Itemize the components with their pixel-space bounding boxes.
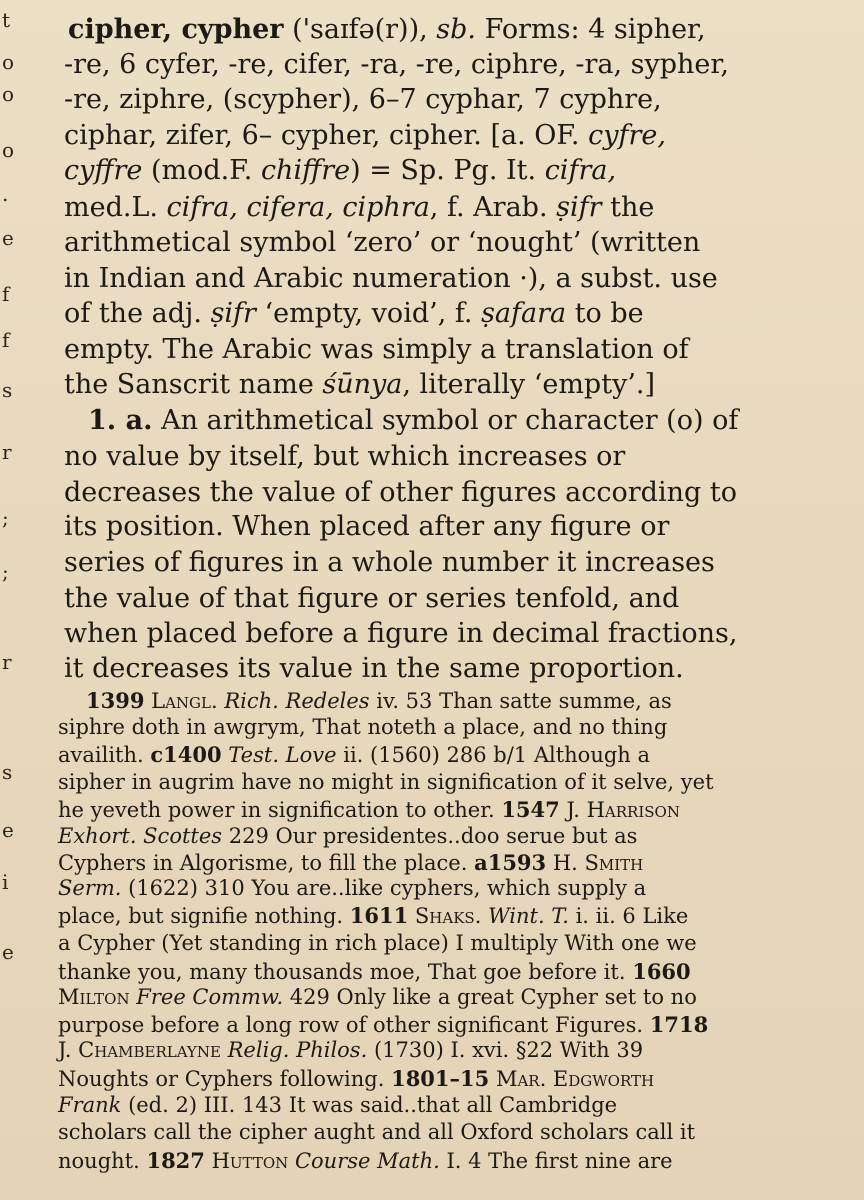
text-segment: he yeveth power in signification to other. xyxy=(58,798,502,822)
text-segment: 1827 xyxy=(146,1148,205,1173)
definition-line xyxy=(64,549,715,576)
margin-fragment: f xyxy=(2,282,10,306)
text-segment: Exhort. Scottes xyxy=(58,824,223,848)
margin-fragment: ; xyxy=(2,506,9,530)
headword: cipher, cypher xyxy=(68,14,284,45)
text-segment: ṣifr xyxy=(210,298,256,329)
margin-fragment: o xyxy=(2,82,15,106)
text-segment: Frank xyxy=(58,1093,122,1117)
text-segment: 1801–15 xyxy=(391,1066,490,1091)
text-segment: iv. 53 Than satte summe, as xyxy=(369,689,672,713)
definition-line xyxy=(64,229,700,256)
margin-fragment: o xyxy=(2,50,15,74)
text-segment: Milton xyxy=(58,985,130,1009)
text-segment: Wint. T. xyxy=(488,904,569,928)
text-segment: of the adj. xyxy=(64,298,211,329)
text-segment: 229 Our presidentes..doo serue but as xyxy=(222,824,638,848)
citation-line xyxy=(58,878,646,899)
text-segment: ṣafara xyxy=(481,298,567,329)
margin-fragment: i xyxy=(2,870,9,894)
text-segment: 1. a. xyxy=(88,405,153,436)
text-segment xyxy=(489,1067,496,1091)
text-segment: nought. xyxy=(58,1149,147,1173)
text-segment xyxy=(288,1149,295,1173)
text-segment: its position. When placed after any figure or xyxy=(64,511,670,542)
text-segment: a Cypher (Yet standing in rich place) I multiply With one we xyxy=(58,931,697,955)
text-segment: (1730) I. xvi. §22 With 39 xyxy=(367,1038,644,1062)
text-segment: Shaks. xyxy=(414,904,482,928)
citation-line xyxy=(58,852,643,874)
text-segment: (ed. 2) III. 143 It was said..that all Cambridge xyxy=(121,1093,618,1117)
text-segment: J. Chamberlayne xyxy=(58,1038,221,1062)
text-segment: chiffre xyxy=(260,155,351,186)
text-segment: -re, ziphre, (scypher), 6–7 cyphar, 7 cyphre, xyxy=(64,84,662,115)
margin-fragment: s xyxy=(2,378,13,402)
text-segment: ) = Sp. Pg. It. xyxy=(350,155,545,186)
definition-line xyxy=(64,620,737,647)
text-segment: series of figures in a whole number it increases xyxy=(64,547,715,578)
text-segment: An arithmetical symbol or character (o) of xyxy=(152,405,739,436)
text-segment: Cyphers in Algorisme, to fill the place. xyxy=(58,851,475,875)
text-segment: med.L. xyxy=(64,192,167,223)
definition-line xyxy=(64,122,666,149)
definition-line xyxy=(64,194,654,221)
definition-line xyxy=(64,443,625,470)
text-segment: purpose before a long row of other significant Figures. xyxy=(58,1013,650,1037)
margin-fragment: r xyxy=(2,440,12,464)
text-segment: cyffre xyxy=(64,155,143,186)
text-segment xyxy=(546,851,553,875)
text-segment: no value by itself, but which increases or xyxy=(64,441,626,472)
text-segment: 1399 xyxy=(86,688,145,713)
text-segment: ii. (1560) 286 b/1 Although a xyxy=(336,743,651,767)
definition-line xyxy=(64,51,729,78)
margin-fragment: . xyxy=(2,182,9,206)
text-segment xyxy=(221,1038,228,1062)
citation-line xyxy=(58,1095,617,1116)
text-segment: 1611 xyxy=(349,903,409,928)
text-segment: H. Smith xyxy=(552,851,644,875)
text-segment: , f. Arab. xyxy=(429,192,557,223)
text-segment: Free Commw. xyxy=(136,985,284,1009)
text-segment: the value of that figure or series tenfold, and xyxy=(64,583,680,614)
definition-line xyxy=(64,336,689,363)
margin-fragment: t xyxy=(2,8,11,32)
text-segment: arithmetical symbol ‘zero’ or ‘nought’ (written xyxy=(64,227,701,258)
definition-line xyxy=(68,16,706,43)
margin-fragment: o xyxy=(2,138,15,162)
text-segment: -re, 6 cyfer, -re, cifer, -ra, -re, ciphre, -ra, sypher, xyxy=(64,49,729,80)
citation-line xyxy=(58,905,688,927)
text-segment: place, but signifie nothing. xyxy=(58,904,350,928)
definition-line xyxy=(64,300,644,327)
margin-fragment: e xyxy=(2,940,14,964)
text-segment: 429 Only like a great Cypher set to no xyxy=(283,985,697,1009)
text-segment: c1400 xyxy=(150,742,222,767)
text-segment: sipher in augrim have no might in signification of it selve, yet xyxy=(58,770,714,794)
text-segment: (mod.F. xyxy=(142,155,261,186)
text-segment: ('saɪfə(r)), xyxy=(283,14,437,45)
text-segment: ‘empty, void’, f. xyxy=(255,298,482,329)
definition-line xyxy=(64,265,718,292)
text-segment: the Sanscrit name xyxy=(64,369,323,400)
margin-fragment: e xyxy=(2,226,14,250)
text-segment: 1660 xyxy=(632,959,691,984)
definition-line xyxy=(64,157,616,184)
text-segment: J. Harrison xyxy=(566,798,680,822)
citation-line xyxy=(58,1040,643,1061)
definition-line xyxy=(88,407,738,434)
text-segment: it decreases its value in the same proportion. xyxy=(64,653,684,684)
citation-line xyxy=(58,1150,673,1172)
text-segment: , literally ‘empty’.] xyxy=(402,369,656,400)
text-segment: Test. Love xyxy=(228,743,337,767)
definition-line xyxy=(64,513,669,540)
text-segment: śūnya xyxy=(322,369,403,400)
text-segment: Forms: 4 sipher, xyxy=(476,14,706,45)
citation-line xyxy=(58,987,697,1008)
text-segment xyxy=(205,1149,212,1173)
text-segment: a1593 xyxy=(474,850,547,875)
citation-line xyxy=(58,1122,695,1143)
citation-line xyxy=(58,933,697,954)
definition-line xyxy=(64,655,684,682)
text-segment xyxy=(408,904,415,928)
text-segment: in Indian and Arabic numeration ·), a subst. use xyxy=(64,263,718,294)
citation-line xyxy=(58,717,667,738)
text-segment: cyfre, xyxy=(588,120,666,151)
text-segment: when placed before a figure in decimal fractions, xyxy=(64,618,738,649)
citation-line xyxy=(58,1014,708,1036)
margin-fragment: e xyxy=(2,818,14,842)
text-segment: thanke you, many thousands moe, That goe before it. xyxy=(58,960,633,984)
citation-line xyxy=(58,744,650,766)
definition-line xyxy=(64,479,737,506)
definition-line xyxy=(64,371,655,398)
text-segment: i. ii. 6 Like xyxy=(568,904,689,928)
text-segment: Langl. xyxy=(151,689,218,713)
text-segment: cifra, cifera, ciphra xyxy=(166,192,430,223)
text-segment: ciphar, zifer, 6– cypher, cipher. [a. OF. xyxy=(64,120,589,151)
text-segment: cifra, xyxy=(544,155,617,186)
text-segment: Noughts or Cyphers following. xyxy=(58,1067,392,1091)
margin-fragment: r xyxy=(2,650,12,674)
citation-line xyxy=(58,1068,654,1090)
margin-fragment: f xyxy=(2,328,10,352)
citation-line xyxy=(58,826,637,847)
citation-line xyxy=(58,772,714,793)
text-segment: 1547 xyxy=(501,797,560,822)
text-segment: to be xyxy=(566,298,644,329)
text-segment: empty. The Arabic was simply a translation of xyxy=(64,334,689,365)
citation-line xyxy=(58,961,691,983)
definition-line xyxy=(64,585,679,612)
definition-line xyxy=(64,86,662,113)
citation-line xyxy=(86,690,672,712)
margin-fragment: ; xyxy=(2,560,9,584)
text-segment: sb. xyxy=(436,14,477,45)
text-segment: 1718 xyxy=(649,1012,709,1037)
text-segment: siphre doth in awgrym, That noteth a place, and no thing xyxy=(58,715,668,739)
margin-fragment: s xyxy=(2,760,13,784)
text-segment: the xyxy=(601,192,655,223)
text-segment: Course Math. xyxy=(294,1149,440,1173)
text-segment: Mar. Edgworth xyxy=(495,1067,655,1091)
text-segment: scholars call the cipher aught and all Oxford scholars call it xyxy=(58,1120,696,1144)
citation-line xyxy=(58,799,680,821)
text-segment: availith. xyxy=(58,743,151,767)
text-segment: Serm. xyxy=(58,876,122,900)
text-segment: Hutton xyxy=(211,1149,289,1173)
text-segment: Relig. Philos. xyxy=(227,1038,368,1062)
text-segment: I. 4 The first nine are xyxy=(439,1149,673,1173)
text-segment: (1622) 310 You are..like cyphers, which supply a xyxy=(121,876,647,900)
text-segment: Rich. Redeles xyxy=(224,689,370,713)
text-segment: decreases the value of other figures according to xyxy=(64,477,737,508)
text-segment: ṣifr xyxy=(556,192,602,223)
